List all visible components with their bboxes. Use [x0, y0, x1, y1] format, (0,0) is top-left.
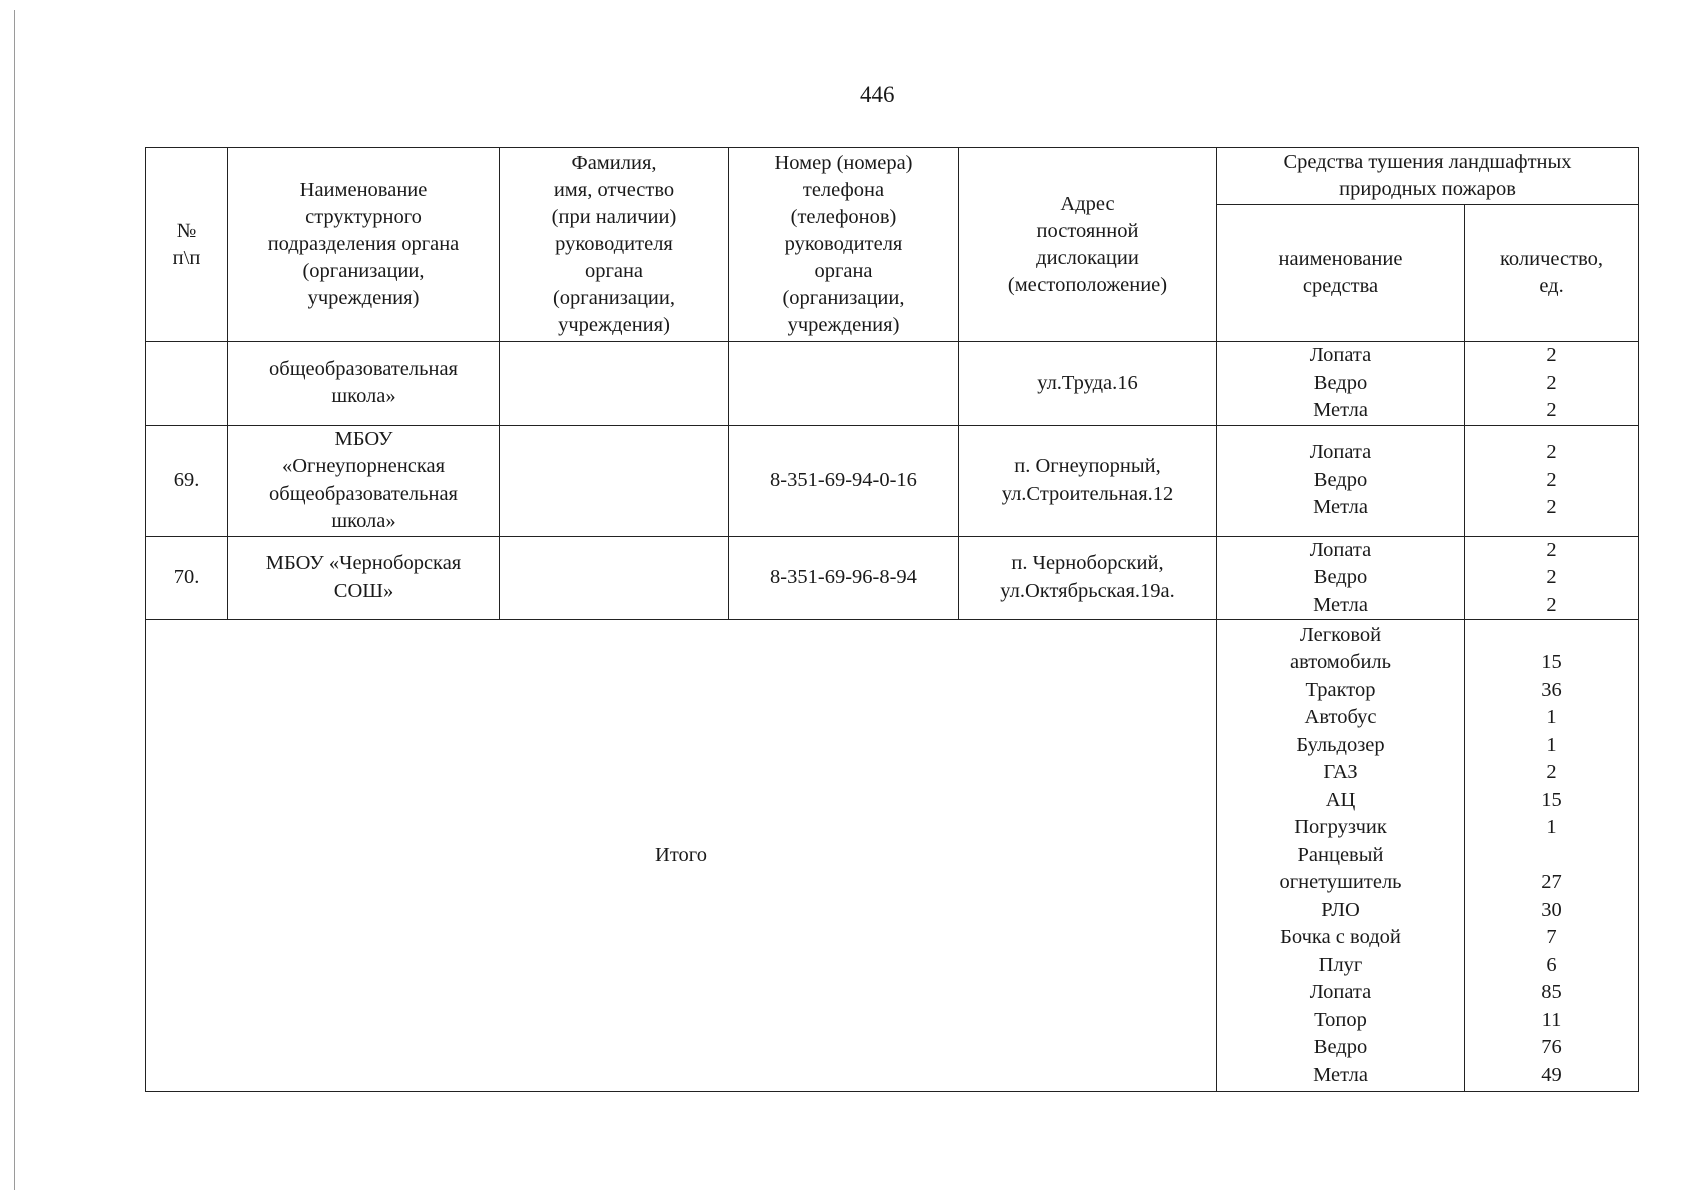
header-line: телефона	[802, 179, 885, 201]
header-line: Средства тушения ландшафтных	[1283, 151, 1572, 173]
header-line: Номер (номера)	[774, 152, 913, 174]
header-line: количество,	[1500, 248, 1603, 270]
table-row	[146, 536, 1639, 620]
org-name-line: общеобразовательная	[269, 482, 458, 505]
total-means-qty: 36	[1541, 678, 1562, 701]
cell-means-qty	[1465, 425, 1639, 536]
table-row	[146, 425, 1639, 536]
page-number: 446	[860, 82, 895, 107]
fire-equipment-table	[145, 147, 1639, 1092]
header-line: дислокации	[1036, 246, 1139, 269]
header-line: органа	[814, 260, 873, 282]
header-head-name	[500, 148, 729, 342]
total-label: Итого	[146, 620, 1217, 1092]
org-name-line: школа»	[331, 510, 396, 532]
header-num	[146, 148, 228, 342]
header-means-group	[1217, 148, 1639, 205]
total-means-qty: 6	[1546, 953, 1557, 976]
means-qty: 2	[1546, 566, 1557, 588]
org-name-line: «Огнеупорненская	[281, 455, 446, 477]
header-line: п\п	[172, 246, 201, 269]
means-name: Ведро	[1313, 468, 1368, 491]
total-means-name: Трактор	[1305, 678, 1376, 701]
address-line: ул.Строительная.12	[1001, 482, 1174, 505]
means-qty: 2	[1546, 593, 1557, 616]
header-line: (местоположение)	[1007, 273, 1168, 296]
header-line: Адрес	[1060, 192, 1115, 215]
means-qty: 2	[1546, 496, 1557, 519]
header-address	[959, 148, 1217, 342]
cell-org-name	[228, 342, 500, 426]
total-means-qty: 30	[1541, 898, 1562, 921]
header-line: Наименование	[299, 179, 428, 201]
table-body	[146, 342, 1639, 1092]
total-row	[146, 620, 1639, 1092]
cell-means-name	[1217, 425, 1465, 536]
means-qty: 2	[1546, 344, 1557, 366]
total-means-name: Автобус	[1304, 706, 1377, 729]
org-name-line: школа»	[331, 385, 396, 408]
header-line: структурного	[305, 206, 422, 228]
total-means-name: Топор	[1314, 1008, 1367, 1031]
address-line: ул.Октябрьская.19а.	[1000, 579, 1175, 602]
header-line: руководителя	[555, 233, 673, 255]
header-line: (организации,	[302, 260, 425, 282]
header-phone	[729, 148, 959, 342]
total-means-qty	[1469, 842, 1634, 870]
header-means-qty	[1465, 205, 1639, 342]
cell-org-name	[228, 536, 500, 620]
org-name-line: общеобразовательная	[269, 357, 458, 380]
means-name: Метла	[1313, 496, 1368, 519]
total-means-qty: 11	[1541, 1008, 1562, 1031]
header-means-name	[1217, 205, 1465, 342]
total-means-qty: 76	[1541, 1036, 1562, 1059]
total-means-name: Бочка с водой	[1280, 926, 1401, 949]
total-means-qty: 2	[1546, 761, 1557, 784]
cell-address	[959, 536, 1217, 620]
header-org-name	[228, 148, 500, 342]
total-means-qty: 27	[1541, 871, 1562, 894]
header-line: подразделения органа	[267, 233, 460, 255]
header-line: руководителя	[784, 233, 903, 255]
total-means-qty: 49	[1541, 1063, 1562, 1086]
total-means-name: ГАЗ	[1323, 761, 1358, 784]
cell-phone	[729, 342, 959, 426]
total-means-name: Ранцевый	[1297, 843, 1384, 866]
total-means-name: огнетушитель	[1279, 871, 1402, 894]
means-name: Ведро	[1313, 371, 1368, 394]
cell-head-name	[500, 342, 729, 426]
total-means-name: Метла	[1313, 1063, 1368, 1086]
header-line: (телефонов)	[790, 206, 897, 228]
total-means-name: Легковой	[1299, 623, 1382, 646]
total-means-qty: 1	[1546, 733, 1557, 756]
org-name-line: МБОУ «Черноборская	[265, 552, 462, 575]
header-line: органа	[584, 260, 644, 282]
total-means-name: автомобиль	[1289, 651, 1392, 674]
means-qty: 2	[1546, 538, 1557, 561]
means-name: Лопата	[1309, 344, 1372, 366]
total-means-name: Бульдозер	[1296, 733, 1385, 756]
means-name: Лопата	[1309, 441, 1372, 464]
total-means-qty	[1469, 622, 1634, 650]
header-line: средства	[1302, 275, 1379, 297]
means-qty: 2	[1546, 399, 1557, 421]
means-qty: 2	[1546, 441, 1557, 464]
header-line: учреждения)	[558, 314, 670, 336]
total-means-name: РЛО	[1321, 898, 1360, 921]
total-means-name: Лопата	[1309, 981, 1372, 1004]
means-qty: 2	[1546, 371, 1557, 394]
means-name: Ведро	[1313, 566, 1368, 588]
means-qty: 2	[1546, 468, 1557, 491]
header-line: №	[176, 219, 197, 242]
cell-phone: 8-351-69-94-0-16	[729, 425, 959, 536]
header-line: учреждения)	[307, 287, 420, 309]
org-name-line: СОШ»	[333, 579, 394, 602]
scan-margin-line	[14, 10, 15, 1190]
header-line: (организации,	[782, 287, 905, 309]
cell-num: 69.	[146, 425, 228, 536]
total-means-qty: 15	[1541, 788, 1562, 811]
total-means-qty: 1	[1546, 706, 1557, 729]
total-means-name: Погрузчик	[1294, 816, 1387, 839]
header-line: природных пожаров	[1339, 178, 1516, 200]
total-means-name: Ведро	[1313, 1036, 1368, 1059]
header-line: постоянной	[1036, 219, 1139, 242]
header-line: ед.	[1539, 275, 1564, 297]
header-line: учреждения)	[787, 314, 900, 336]
total-means-name: Плуг	[1318, 953, 1363, 976]
total-means-names	[1217, 620, 1465, 1092]
cell-means-name	[1217, 536, 1465, 620]
cell-num	[146, 342, 228, 426]
cell-address	[959, 342, 1217, 426]
cell-address	[959, 425, 1217, 536]
total-means-qty: 7	[1546, 926, 1557, 949]
total-means-qty: 1	[1546, 816, 1557, 839]
total-means-name: АЦ	[1325, 788, 1356, 811]
address-line: п. Черноборский,	[1011, 552, 1164, 575]
total-means-qty: 85	[1541, 981, 1562, 1004]
table-row	[146, 342, 1639, 426]
cell-phone: 8-351-69-96-8-94	[729, 536, 959, 620]
header-line: наименование	[1278, 248, 1403, 270]
total-means-qty: 15	[1541, 651, 1562, 674]
address-line: п. Огнеупорный,	[1014, 455, 1161, 477]
cell-org-name	[228, 425, 500, 536]
address-line: ул.Труда.16	[1037, 371, 1138, 394]
total-means-qtys	[1465, 620, 1639, 1092]
cell-head-name	[500, 425, 729, 536]
header-line: (организации,	[552, 287, 675, 309]
means-name: Метла	[1313, 399, 1368, 421]
org-name-line: МБОУ	[334, 427, 393, 450]
cell-means-name	[1217, 342, 1465, 426]
cell-head-name	[500, 536, 729, 620]
cell-num: 70.	[146, 536, 228, 620]
header-line: Фамилия,	[571, 152, 657, 174]
means-name: Лопата	[1309, 538, 1372, 561]
cell-means-qty	[1465, 342, 1639, 426]
header-line: имя, отчество	[553, 179, 675, 201]
cell-means-qty	[1465, 536, 1639, 620]
means-name: Метла	[1313, 593, 1368, 616]
header-line: (при наличии)	[551, 206, 677, 228]
